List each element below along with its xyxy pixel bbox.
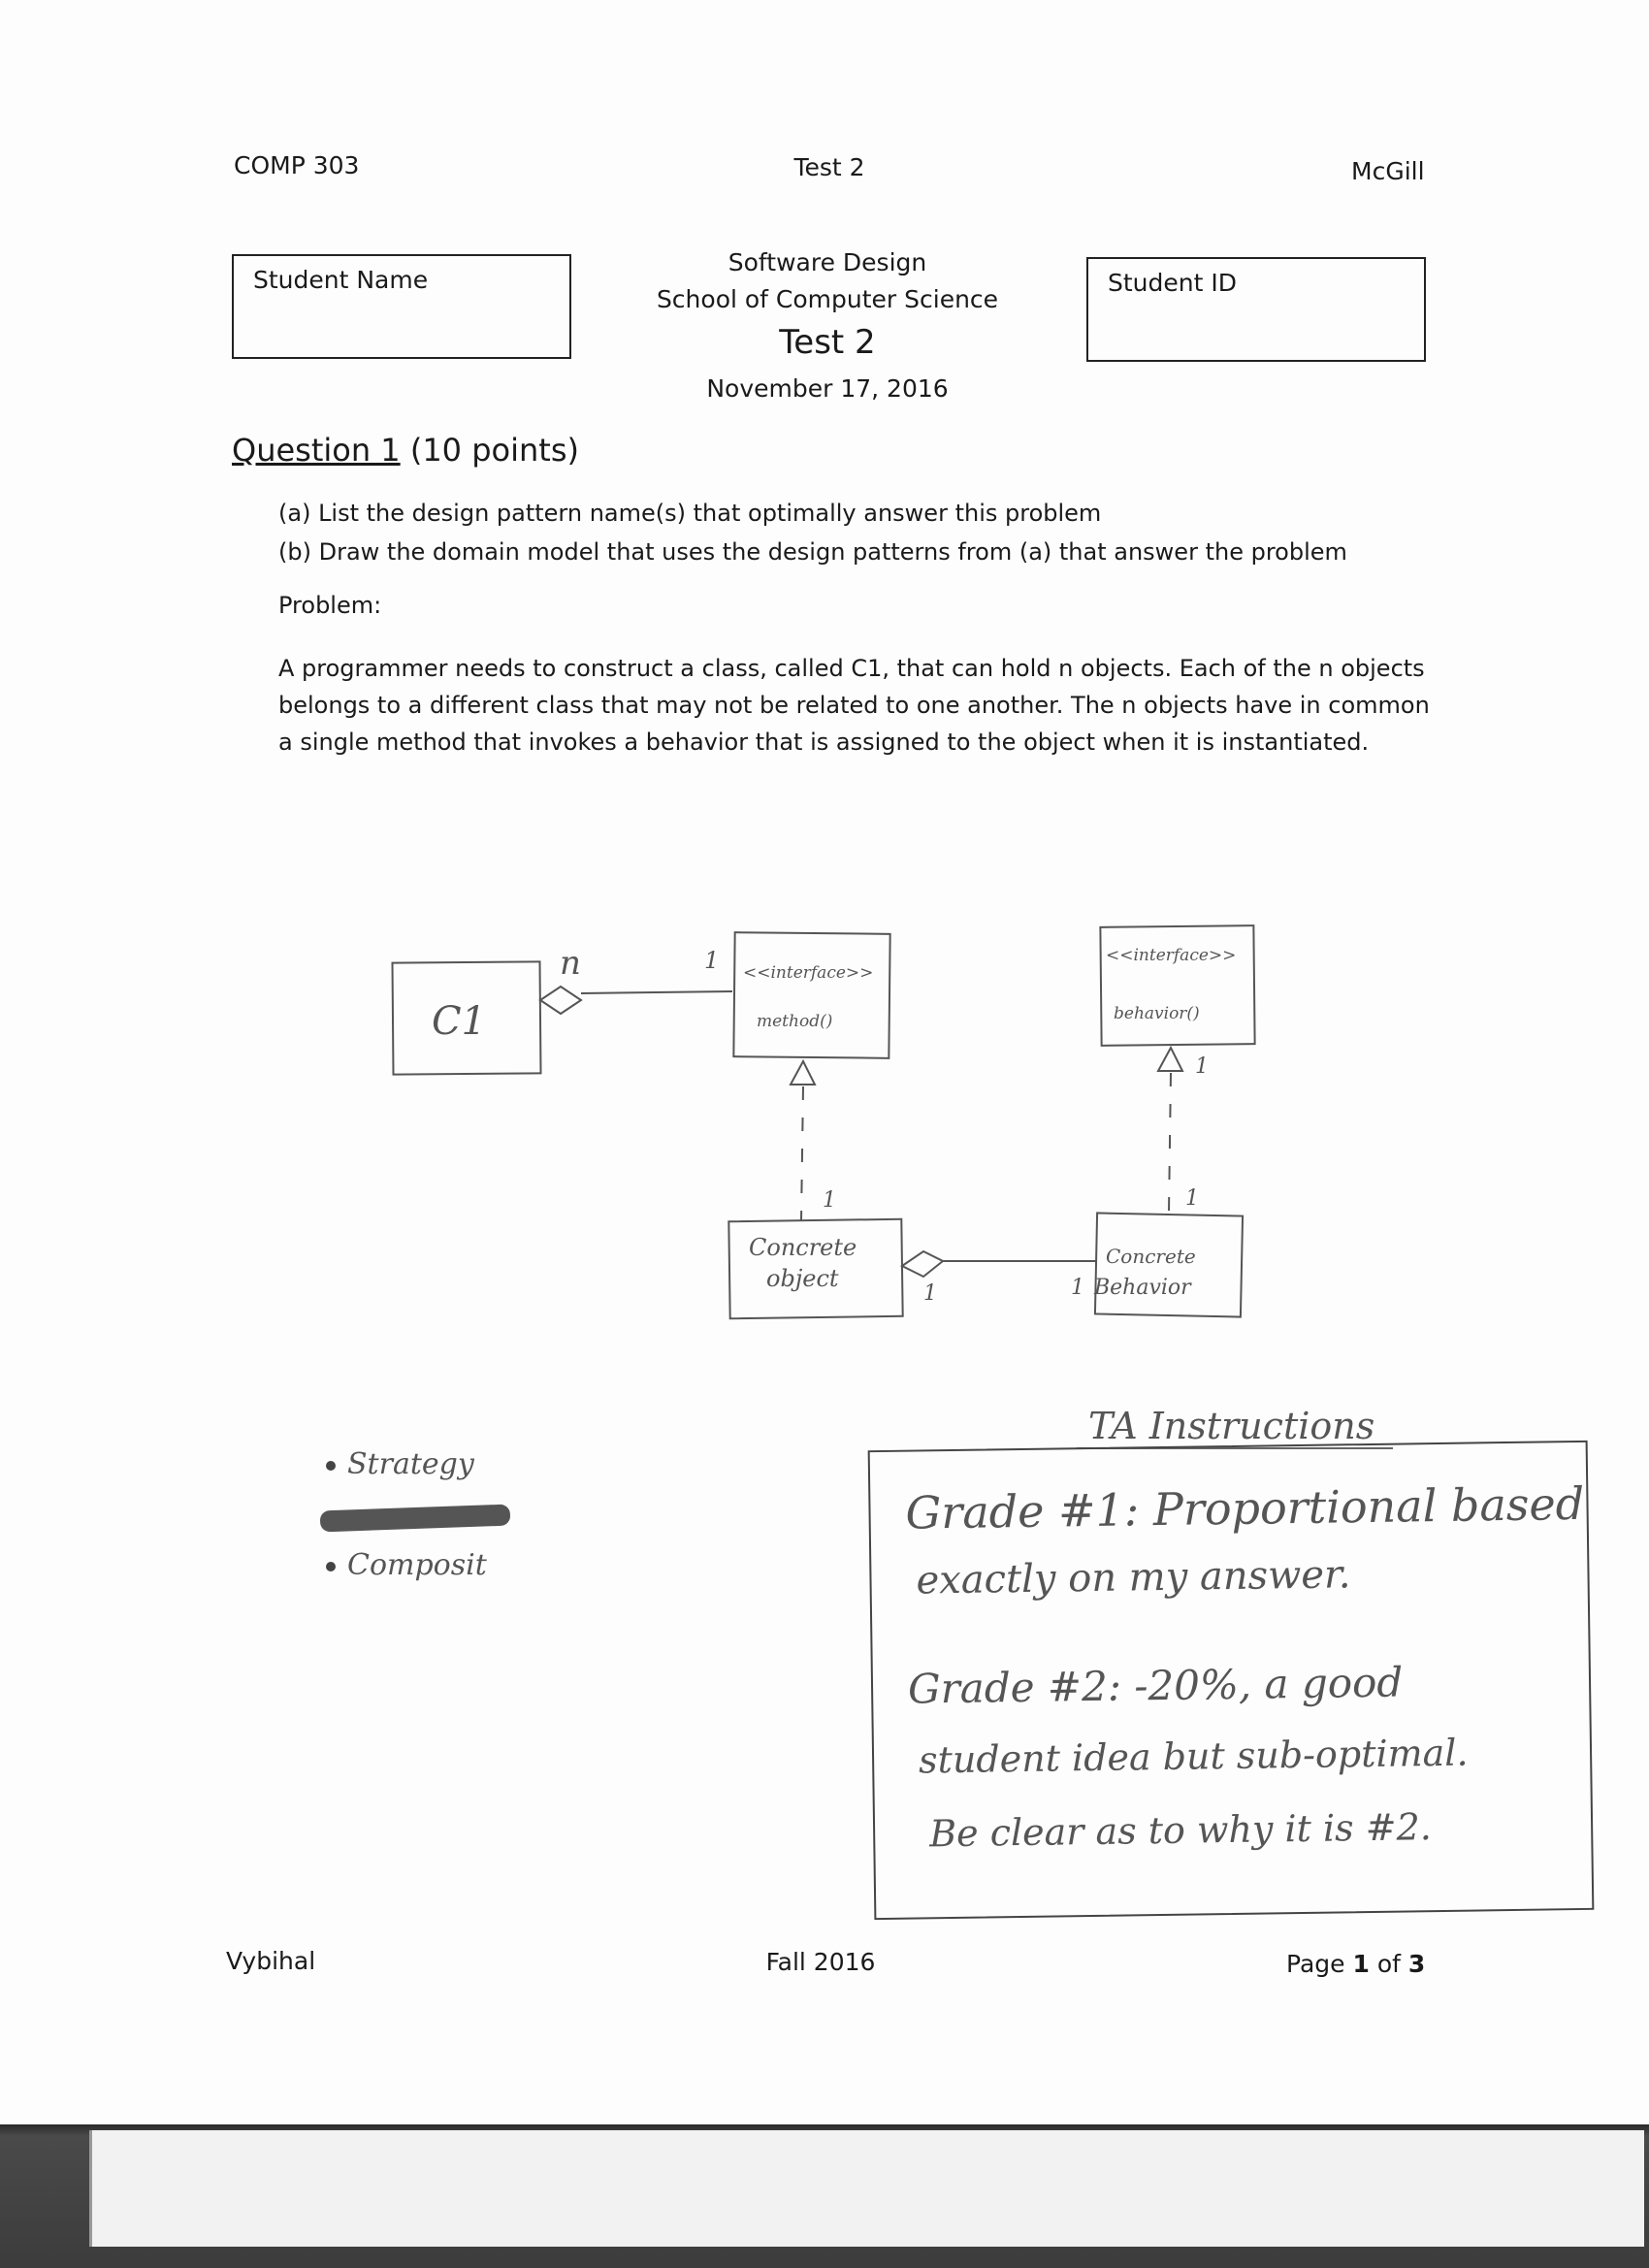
page-title: Test 2 — [779, 323, 876, 362]
multiplicity-n: n — [560, 944, 581, 983]
answer-item-strategy — [326, 1447, 474, 1481]
student-id-label: Student ID — [1108, 269, 1237, 297]
concrete-behavior-line1: Concrete — [1106, 1245, 1196, 1268]
header-test: Test 2 — [793, 153, 865, 181]
question-part-b: (b) Draw the domain model that uses the design patterns from (a) that answer the problem — [278, 538, 1347, 566]
problem-text: A programmer needs to construct a class, called C1, that can hold n objects. Each of the n objects belongs to a different class that may not be related to one another. The n objects have in common a single method that invokes a behavior that is assigned to the object when it is instantiated. — [278, 655, 1430, 756]
realization-line-2 — [1169, 1073, 1171, 1213]
page-current: 1 — [1352, 1950, 1370, 1978]
question-part-a: (a) List the design pattern name(s) that optimally answer this problem — [278, 500, 1102, 527]
concrete-object-diamond — [902, 1251, 943, 1277]
scribbled-out-text — [320, 1505, 511, 1533]
multiplicity-1-behavior-iface: 1 — [1195, 1054, 1209, 1079]
c1-label: C1 — [432, 999, 487, 1044]
concrete-behavior-line2: Behavior — [1094, 1276, 1191, 1300]
page-total: 3 — [1407, 1950, 1426, 1978]
ta-line-4: student idea but sub-optimal. — [918, 1731, 1469, 1782]
multiplicity-1-behavior: 1 — [1185, 1186, 1199, 1211]
ta-line-3: Grade #2: -20%, a good — [907, 1658, 1404, 1713]
c1-aggregation-diamond — [540, 987, 581, 1014]
footer-term: Fall 2016 — [765, 1948, 876, 1976]
answer-composite-text: Composit — [347, 1548, 487, 1582]
ta-instructions-box — [868, 1441, 1595, 1920]
exam-date: November 17, 2016 — [706, 374, 949, 403]
question-title: Question 1 — [232, 432, 401, 469]
next-page-strip — [89, 2130, 1644, 2247]
footer-author: Vybihal — [226, 1947, 316, 1975]
concrete-object-line2: object — [766, 1265, 839, 1292]
interface-method-triangle — [791, 1061, 815, 1085]
question-points: (10 points) — [409, 432, 579, 469]
interface-method-box — [733, 932, 889, 1058]
school-name: School of Computer Science — [656, 285, 999, 313]
multiplicity-1-diamond: 1 — [923, 1281, 937, 1306]
answer-item-composite — [326, 1548, 487, 1582]
ta-line-5: Be clear as to why it is #2. — [928, 1805, 1433, 1856]
bullet-dot-icon — [326, 1461, 336, 1471]
interface1-stereotype: <<interface>> — [743, 963, 874, 983]
ta-line-2: exactly on my answer. — [916, 1552, 1351, 1604]
institution: McGill — [1351, 157, 1425, 185]
answer-strategy-text: Strategy — [347, 1447, 474, 1481]
ta-heading: TA Instructions — [1088, 1405, 1375, 1447]
multiplicity-1-interface: 1 — [704, 947, 720, 974]
multiplicity-1-link: 1 — [1071, 1276, 1084, 1300]
course-code: COMP 303 — [234, 151, 360, 179]
c1-interface-link — [581, 991, 732, 993]
interface-behavior-triangle — [1158, 1048, 1182, 1071]
concrete-object-line1: Concrete — [749, 1234, 857, 1261]
student-name-label: Student Name — [253, 266, 429, 294]
course-subtitle: Software Design — [728, 248, 927, 276]
interface1-method: method() — [757, 1012, 833, 1031]
page-of: of — [1369, 1950, 1408, 1978]
scanner-edge — [0, 2124, 1649, 2268]
bullet-dot-icon — [326, 1562, 336, 1571]
interface2-method: behavior() — [1114, 1004, 1200, 1023]
multiplicity-1-object: 1 — [823, 1188, 836, 1213]
interface2-stereotype: <<interface>> — [1106, 946, 1237, 965]
interface-behavior-box — [1100, 925, 1254, 1046]
ta-line-1: Grade #1: Proportional based — [905, 1476, 1585, 1539]
problem-label: Problem: — [278, 592, 382, 619]
page-prefix: Page — [1286, 1950, 1353, 1978]
footer-page-number — [1286, 1950, 1425, 1978]
realization-line-1 — [801, 1086, 803, 1220]
